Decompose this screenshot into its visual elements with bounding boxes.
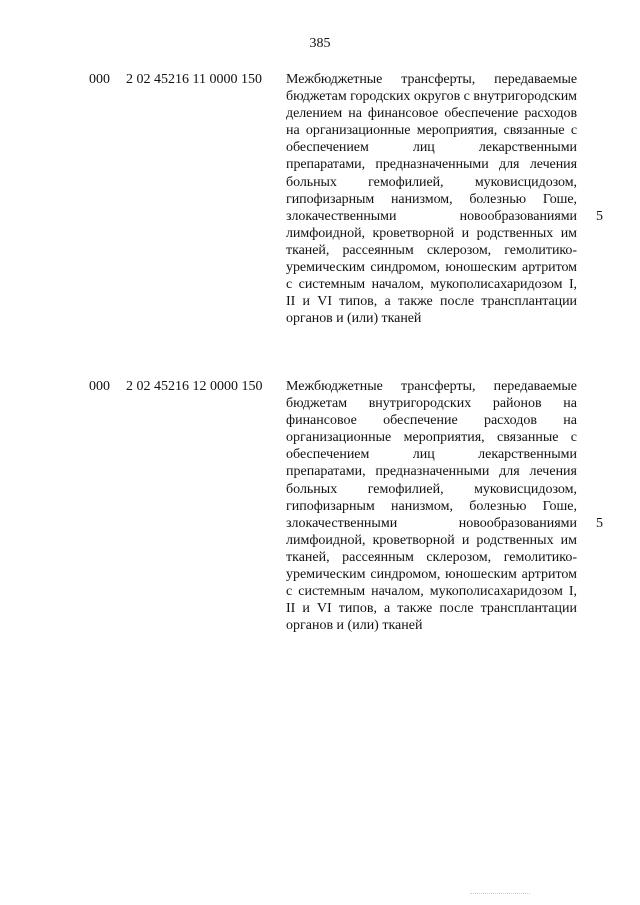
budget-classification-code: 2 02 45216 12 0000 150 (126, 379, 263, 394)
budget-classification-code: 2 02 45216 11 0000 150 (126, 72, 262, 87)
margin-line-number: 5 (596, 209, 603, 224)
code-description: Межбюджетные трансферты, передаваемые бюджетам внутригородских районов на финансовое обеспечение расходов на организационные мероприятия, связанные с обеспечением лиц лекарственными препаратами, предназначенными для лечения больных гемофилией, муковисцидозом, гипофизарным нанизмом, болезнью Гоше, злокачественными новообразованиями лимфоидной, кроветворной и родственных им тканей, рассеянным склерозом, гемолитико-уремическим синдромом, юношеским артритом с системным началом, мукополисахаридозом I, II и VI типов, а также после трансплантации органов и (или) тканей (286, 379, 577, 634)
page-number: 385 (309, 36, 331, 51)
admin-code: 000 (89, 379, 110, 394)
code-description: Межбюджетные трансферты, передаваемые бюджетам городских округов с внутригородским делением на финансовое обеспечение расходов на организационные мероприятия, связанные с обеспечением лиц лекарственными препаратами, предназначенными для лечения больных гемофилией, муковисцидозом, гипофизарным нанизмом, болезнью Гоше, злокачественными новообразованиями лимфоидной, кроветворной и родственных им тканей, рассеянным склерозом, гемолитико-уремическим синдромом, юношеским артритом с системным началом, мукополисахаридозом I, II и VI типов, а также после трансплантации органов и (или) тканей (286, 72, 577, 327)
margin-line-number: 5 (596, 516, 603, 531)
scan-artifact (470, 893, 530, 898)
admin-code: 000 (89, 72, 110, 87)
